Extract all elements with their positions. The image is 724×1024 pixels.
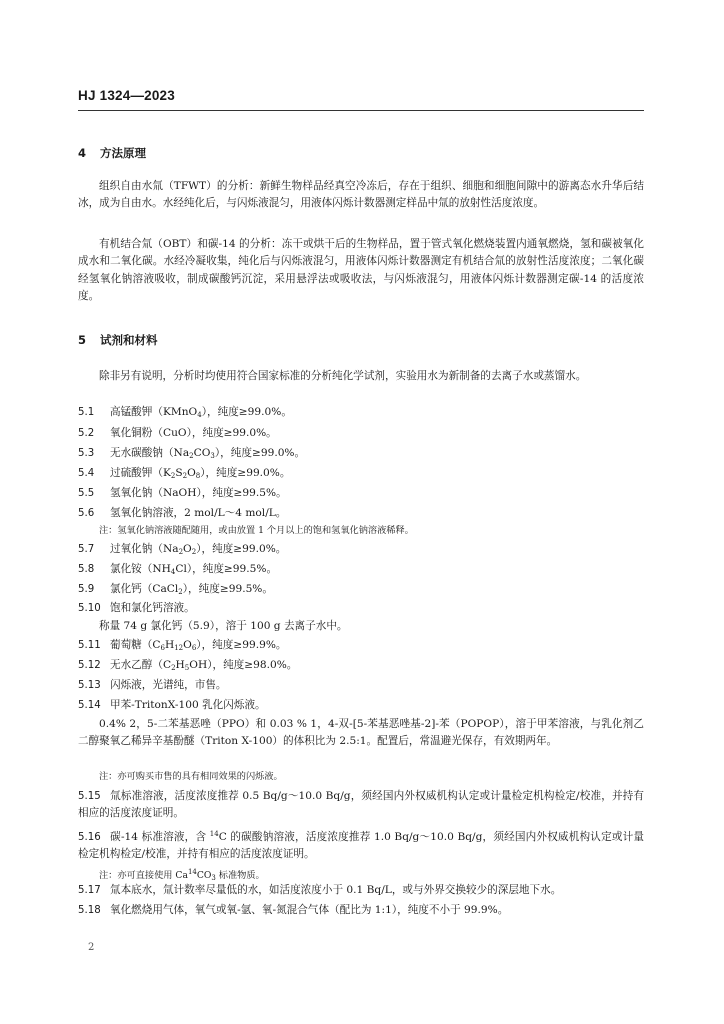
item-text: ），纯度≥99.5%。 bbox=[182, 583, 273, 595]
section-4-number: 4 bbox=[78, 146, 87, 160]
subscript: 2 bbox=[178, 588, 183, 596]
item-number: 5.7 bbox=[78, 544, 95, 555]
item-number: 5.6 bbox=[78, 508, 95, 519]
subscript: 6 bbox=[160, 644, 165, 652]
item-5-10 bbox=[78, 600, 644, 617]
item-text: 过硫酸钾（K bbox=[110, 467, 171, 479]
item-text: 过氧化钠（Na bbox=[110, 543, 179, 555]
note-text: CO bbox=[196, 870, 212, 881]
item-text: S bbox=[175, 467, 183, 479]
subscript: 2 bbox=[178, 548, 184, 556]
item-number: 5.4 bbox=[78, 468, 95, 479]
item-5-13 bbox=[78, 677, 644, 694]
superscript: 14 bbox=[187, 868, 197, 876]
section-5-intro: 除非另有说明，分析时均使用符合国家标准的分析纯化学试剂，实验用水为新制备的去离子水或蒸馏水。 bbox=[99, 370, 587, 382]
document-code: HJ 1324—2023 bbox=[78, 88, 175, 103]
item-text: 饱和氯化钙溶液。 bbox=[110, 602, 195, 614]
item-text: 氯化钙（CaCl bbox=[110, 583, 179, 595]
item-text: ），纯度≥99.0%。 bbox=[214, 447, 306, 459]
subscript: 12 bbox=[174, 644, 184, 652]
item-5-1 bbox=[78, 404, 644, 424]
item-5-14-description: 0.4% 2，5-二苯基恶唑（PPO）和 0.03 % 1，4-双-[5-苯基恶唑基-2]-苯（POPOP），溶于甲苯溶液，与乳化剂乙二醇聚氧乙稀异辛基酚醚（Triton X-100）的体积比为 2.5:1。配置后，常温避光保存，有效期两年。 bbox=[78, 718, 644, 748]
subscript: 4 bbox=[170, 568, 176, 576]
item-5-12 bbox=[78, 657, 644, 677]
item-5-16 bbox=[78, 826, 644, 864]
item-text: H bbox=[175, 659, 185, 671]
item-number: 5.15 bbox=[78, 791, 101, 802]
section-5-number: 5 bbox=[78, 333, 87, 347]
section-4-paragraph-1: 组织自由水氚（TFWT）的分析：新鲜生物样品经真空冷冻后，存在于组织、细胞和细胞间隙中的游离态水升华后结冰，成为自由水。水经纯化后，与闪烁液混匀，用液体闪烁计数器测定样品中氚的放射性活度浓度。 bbox=[78, 180, 644, 210]
item-text: 高锰酸钾（KMnO bbox=[110, 406, 198, 418]
section-4-paragraph-2: 有机结合氚（OBT）和碳-14 的分析：冻干或烘干后的生物样品，置于管式氧化燃烧装置内通氧燃烧，氢和碳被氧化成水和二氧化碳。水经冷凝收集，纯化后与闪烁液混匀，用液体闪烁计数器测定有机结合氚的放射性活度浓度；二氧化碳经氢氧化钠溶液吸收，制成碳酸钙沉淀，采用悬浮法或吸收法，与闪烁液混匀，用液体闪烁计数器测定碳-14 的活度浓度。 bbox=[78, 238, 644, 303]
item-5-9 bbox=[78, 581, 644, 601]
item-text: O bbox=[183, 543, 192, 555]
item-text: CO bbox=[193, 447, 211, 459]
item-number: 5.12 bbox=[78, 660, 101, 671]
item-number: 5.11 bbox=[78, 640, 101, 651]
item-text: 氚标准溶液，活度浓度推荐 0.5 Bq/g～10.0 Bq/g，须经国内外权威机构认定或计量检定机构检定/校准，并持有相应的活度浓度证明。 bbox=[78, 790, 644, 820]
item-5-15 bbox=[78, 788, 644, 823]
superscript: 14 bbox=[209, 830, 219, 838]
item-text: 氢氧化钠（NaOH），纯度≥99.5%。 bbox=[110, 487, 287, 499]
item-number: 5.14 bbox=[78, 700, 101, 711]
subscript: 6 bbox=[191, 644, 197, 652]
section-5-title: 试剂和材料 bbox=[100, 333, 158, 347]
item-text: 氧化燃烧用气体，氧气或氧-氩、氧-氮混合气体（配比为 1:1），纯度不小于 99.9%。 bbox=[110, 904, 509, 916]
item-text: 氧化铜粉（CuO），纯度≥99.0%。 bbox=[110, 427, 277, 439]
item-text: 氢氧化钠溶液，2 mol/L～4 mol/L。 bbox=[110, 507, 287, 519]
item-5-4 bbox=[78, 465, 644, 485]
item-text: O bbox=[187, 467, 196, 479]
subscript: 3 bbox=[210, 452, 215, 460]
item-text: ），纯度≥99.9%。 bbox=[196, 639, 287, 651]
item-text: 氯化铵（NH bbox=[110, 563, 171, 575]
subscript: 2 bbox=[191, 548, 197, 556]
item-number: 5.16 bbox=[78, 832, 101, 843]
item-number: 5.3 bbox=[78, 448, 95, 459]
item-number: 5.2 bbox=[78, 428, 95, 439]
item-text: OH），纯度≥98.0%。 bbox=[189, 659, 298, 671]
page-number: 2 bbox=[88, 942, 95, 953]
subscript: 3 bbox=[211, 874, 216, 882]
subscript: 2 bbox=[189, 452, 194, 460]
item-5-11 bbox=[78, 637, 644, 657]
item-text: C 的碳酸钠溶液，活度浓度推荐 1.0 Bq/g～10.0 Bq/g，须经国内外权威机构认定或计量检定机构检定/校准，并持有相应的活度浓度证明。 bbox=[78, 831, 645, 861]
subscript: 2 bbox=[182, 472, 188, 480]
note-2: 注：亦可购买市售的具有相同效果的闪烁液。 bbox=[99, 771, 283, 782]
section-5-heading bbox=[78, 332, 158, 348]
item-text: ），纯度≥99.0%。 bbox=[201, 406, 292, 418]
item-5-10-description: 称量 74 g 氯化钙（5.9），溶于 100 g 去离子水中。 bbox=[99, 620, 348, 632]
section-4-title: 方法原理 bbox=[100, 146, 146, 160]
item-5-5 bbox=[78, 485, 644, 502]
item-5-18 bbox=[78, 902, 644, 919]
item-number: 5.17 bbox=[78, 885, 101, 896]
item-text: ），纯度≥99.0%。 bbox=[196, 543, 287, 555]
item-5-17 bbox=[78, 882, 644, 899]
item-number: 5.10 bbox=[78, 603, 101, 614]
item-text: O bbox=[183, 639, 192, 651]
item-number: 5.13 bbox=[78, 680, 101, 691]
note-text: 注：亦可直接使用 Ca bbox=[99, 870, 188, 881]
subscript: 2 bbox=[171, 664, 176, 672]
item-text: 碳-14 标准溶液，含 bbox=[110, 831, 210, 843]
item-5-8 bbox=[78, 561, 644, 581]
item-text: Cl），纯度≥99.5%。 bbox=[175, 563, 278, 575]
item-text: 闪烁液，光谱纯，市售。 bbox=[110, 679, 227, 691]
item-text: 氚本底水，氚计数率尽量低的水，如活度浓度小于 0.1 Bq/L，或与外界交换较少的深层地下水。 bbox=[110, 884, 562, 896]
item-text: 无水乙醇（C bbox=[110, 659, 172, 671]
item-text: ），纯度≥99.0%。 bbox=[200, 467, 291, 479]
subscript: 8 bbox=[195, 472, 201, 480]
item-text: 葡萄糖（C bbox=[110, 639, 161, 651]
note-1: 注：氢氧化钠溶液随配随用，或由放置 1 个月以上的饱和氢氧化钠溶液稀释。 bbox=[99, 525, 414, 536]
item-number: 5.8 bbox=[78, 564, 95, 575]
item-5-14 bbox=[78, 697, 644, 714]
item-text: 甲苯-TritonX-100 乳化闪烁液。 bbox=[110, 699, 266, 711]
note-text: 标准物质。 bbox=[215, 870, 265, 881]
item-5-3 bbox=[78, 445, 644, 465]
subscript: 5 bbox=[184, 664, 190, 672]
item-5-6 bbox=[78, 505, 644, 522]
subscript: 2 bbox=[170, 472, 176, 480]
item-number: 5.9 bbox=[78, 584, 95, 595]
item-5-7 bbox=[78, 541, 644, 561]
item-text: 无水碳酸钠（Na bbox=[110, 447, 190, 459]
item-text: H bbox=[164, 639, 175, 651]
item-5-2 bbox=[78, 425, 644, 442]
item-number: 5.5 bbox=[78, 488, 95, 499]
section-4-heading bbox=[78, 145, 146, 161]
header-rule bbox=[78, 110, 644, 111]
item-number: 5.18 bbox=[78, 905, 101, 916]
item-number: 5.1 bbox=[78, 407, 95, 418]
subscript: 4 bbox=[197, 411, 202, 419]
